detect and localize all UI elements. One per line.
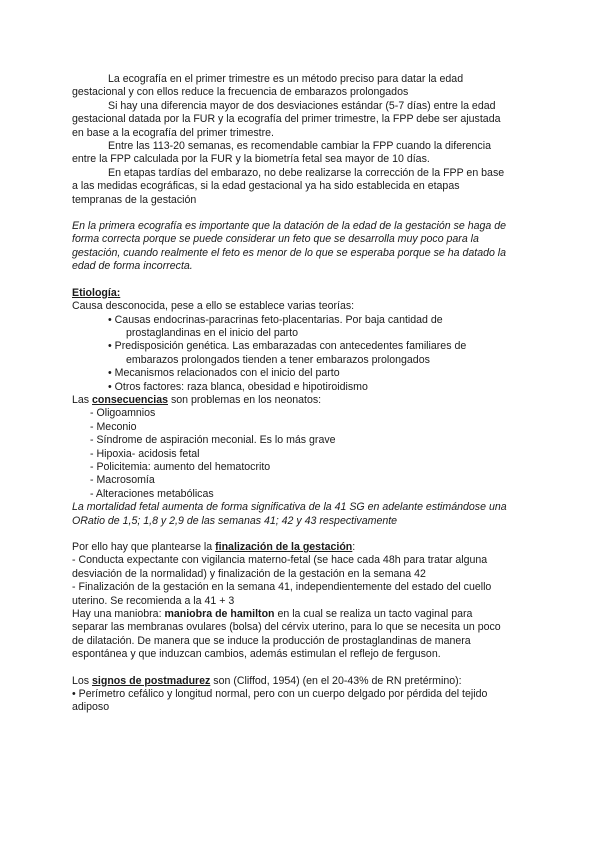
- consecuencias-intro: Las consecuencias son problemas en los neonatos:: [72, 393, 322, 406]
- echo-paragraph-2: Si hay una diferencia mayor de dos desviaciones estándar (5-7 días) entre la edad gestacional datada por la FUR y la ecografía del primer trimestre, la FPP debe ser ajustada en base a la ecografía del primer trimestre.: [72, 99, 501, 139]
- cause-item-cont: embarazos prolongados tienden a tener embarazos prolongados: [126, 353, 430, 366]
- cause-item: • Otros factores: raza blanca, obesidad e hipotiroidismo: [108, 380, 368, 393]
- spacer: [72, 662, 534, 675]
- signos-keyword: signos de postmadurez: [92, 674, 211, 687]
- hamilton-paragraph: Hay una maniobra: maniobra de hamilton en la cual se realiza un tacto vaginal para separar las membranas ovulares (bolsa) del cérvix uterino, para lo que se necesita un poco de dilatación. De manera que se induce la producción de prostaglandinas de manera espontánea y que induzcan cambios, además estimulan el reflejo de ferguson.: [72, 608, 501, 661]
- list-item: - Alteraciones metabólicas: [90, 487, 214, 500]
- signos-item: • Perímetro cefálico y longitud normal, pero con un cuerpo delgado por pérdida del tejido adiposo: [72, 688, 488, 714]
- list-item: - Macrosomía: [90, 474, 155, 487]
- spacer: [72, 274, 534, 287]
- list-item: - Síndrome de aspiración meconial. Es lo más grave: [90, 434, 336, 447]
- list-item: - Policitemia: aumento del hematocrito: [90, 460, 271, 473]
- signos-intro: Los signos de postmadurez son (Cliffod, 1954) (en el 20-43% de RN pretérmino):: [72, 674, 462, 687]
- cause-item: • Causas endocrinas-paracrinas feto-placentarias. Por baja cantidad de: [108, 313, 443, 326]
- finalizacion-option-2: - Finalización de la gestación en la semana 41, independientemente del estado del cuello uterino. Se recomienda a la 41 + 3: [72, 581, 492, 607]
- finalizacion-intro: Por ello hay que plantearse la finalización de la gestación:: [72, 541, 356, 553]
- spacer: [72, 528, 534, 541]
- cause-item: • Mecanismos relacionados con el inicio del parto: [108, 367, 340, 380]
- causes-list: [72, 314, 534, 394]
- list-item: - Hipoxia- acidosis fetal: [90, 447, 200, 460]
- etiologia-heading: Etiología:: [72, 286, 121, 299]
- spacer: [72, 207, 534, 220]
- echo-paragraph-3: Entre las 113-20 semanas, es recomendable cambiar la FPP cuando la diferencia entre la FPP calculada por la FUR y la biometría fetal sea mayor de 10 días.: [72, 140, 491, 166]
- etiologia-intro: Causa desconocida, pese a ello se establece varias teorías:: [72, 300, 355, 313]
- echo-paragraph-4: En etapas tardías del embarazo, no debe realizarse la corrección de la FPP en base a las medidas ecográficas, si la edad gestacional ya ha sido establecida en etapas tempranas de la gestación: [72, 166, 505, 206]
- cause-item: • Predisposición genética. Las embarazadas con antecedentes familiares de: [108, 340, 467, 353]
- dating-note: En la primera ecografía es importante que la datación de la edad de la gestación se haga de forma correcta porque se puede considerar un feto que se desarrolla muy poco para la gestación, cuando realmente el feto es menor de lo que se esperaba porque se ha datado la edad de forma incorrecta.: [72, 220, 507, 273]
- hamilton-keyword: maniobra de hamilton: [164, 608, 275, 621]
- consecuencias-keyword: consecuencias: [92, 393, 168, 406]
- list-item: - Meconio: [90, 420, 137, 433]
- text-column: [72, 73, 534, 715]
- cause-item-cont: prostaglandinas en el inicio del parto: [126, 326, 298, 339]
- finalizacion-keyword: finalización de la gestación: [215, 541, 353, 553]
- mortality-note: La mortalidad fetal aumenta de forma significativa de la 41 SG en adelante estimándose una ORatio de 1,5; 1,8 y 2,9 de las semanas 41; 42 y 43 respectivamente: [72, 501, 507, 527]
- list-item: - Oligoamnios: [90, 407, 156, 420]
- echo-paragraph-1: La ecografía en el primer trimestre es un método preciso para datar la edad gestacional y con ellos reduce la frecuencia de embarazos prolongados: [72, 73, 464, 99]
- consecuencias-list: [72, 407, 534, 501]
- finalizacion-option-1: - Conducta expectante con vigilancia materno-fetal (se hace cada 48h para tratar alguna desviación de la normalidad) y finalización de la gestación en la semana 42: [72, 554, 488, 580]
